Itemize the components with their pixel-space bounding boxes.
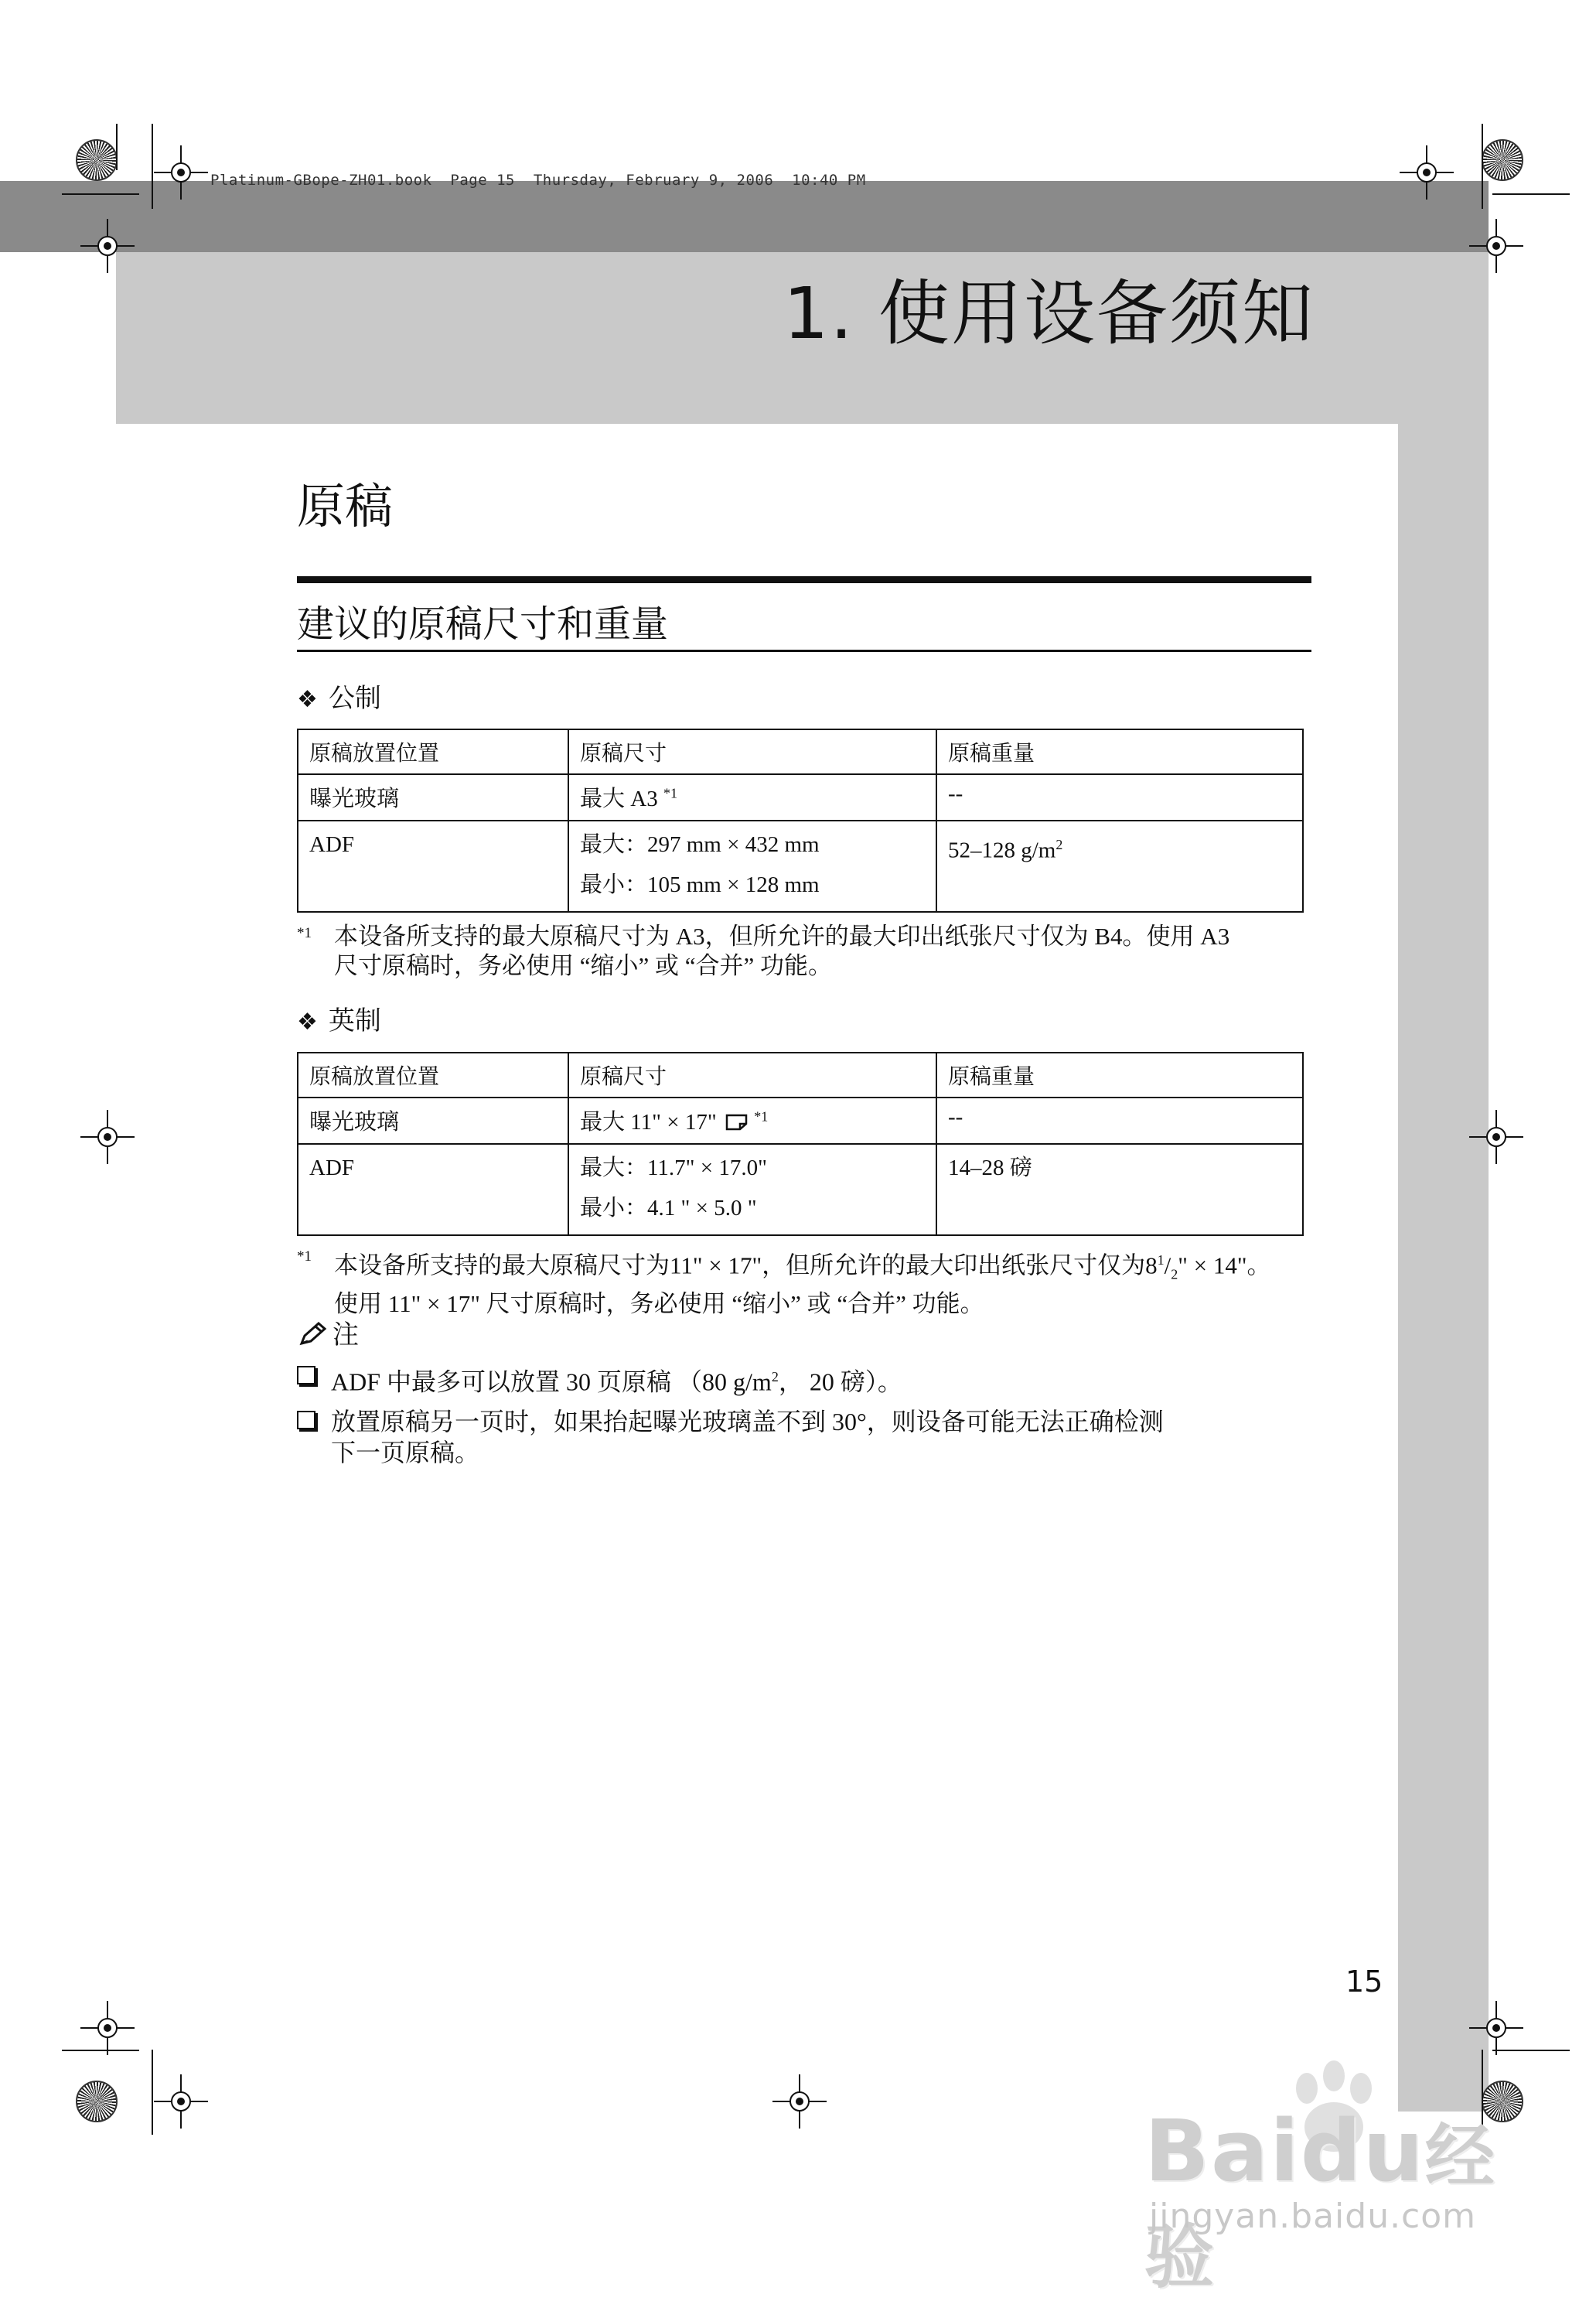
registration-mark	[80, 1110, 135, 1164]
registration-mark	[1469, 219, 1523, 273]
checkbox-bullet-icon	[297, 1366, 315, 1384]
page-number: 15	[1345, 1965, 1383, 1999]
table-header-cell: 原稿尺寸	[568, 1053, 936, 1098]
color-target-mark	[1482, 139, 1523, 181]
table-row	[298, 774, 1303, 821]
registration-mark	[80, 2001, 135, 2055]
metric-heading: ❖ 公制	[297, 683, 381, 714]
table-header-cell: 原稿放置位置	[298, 729, 568, 774]
crop-line	[152, 124, 153, 209]
imperial-table	[297, 1052, 1304, 1236]
table-cell: 曝光玻璃	[298, 1098, 568, 1144]
registration-mark	[80, 219, 135, 273]
watermark-brand: 经验	[1144, 2116, 1496, 2298]
watermark-brand: Bai	[1144, 2101, 1301, 2200]
watermark-brand: du	[1300, 2101, 1425, 2200]
checkbox-bullet-icon	[297, 1411, 315, 1429]
thumb-index-band	[1398, 424, 1489, 2112]
subsection-title: 建议的原稿尺寸和重量	[297, 603, 669, 646]
registration-mark	[772, 2074, 827, 2129]
table-cell: --	[936, 774, 1303, 821]
table-cell: 曝光玻璃	[298, 774, 568, 821]
table-header-cell: 原稿重量	[936, 1053, 1303, 1098]
table-row	[298, 1144, 1303, 1235]
registration-mark	[1400, 145, 1454, 200]
table-header-row	[298, 729, 1303, 774]
crop-line	[1492, 193, 1570, 195]
baidu-watermark	[1144, 2057, 1547, 2298]
crop-line	[116, 124, 118, 170]
table-cell: 最大：11.7" × 17.0" 最小：4.1 " × 5.0 "	[568, 1144, 936, 1235]
table-header-cell: 原稿放置位置	[298, 1053, 568, 1098]
pencil-icon	[297, 1322, 328, 1348]
book-file-info: Platinum-GBope-ZH01.book Page 15 Thursday, February 9, 2006 10:40 PM	[210, 172, 866, 189]
crop-line	[152, 2050, 153, 2135]
crop-line	[62, 2050, 139, 2051]
imperial-footnote: *1 本设备所支持的最大原稿尺寸为11" × 17"，但所允许的最大印出纸张尺寸仅为$8^1/_2$" × 14"。 使用 11" × 17" 尺寸原稿时，务必使用 “缩小” 或 “合并” 功能。	[297, 1248, 1271, 1317]
section-title: 原稿	[297, 478, 394, 534]
table-cell: 最大 11" × 17" $^{*1}$	[568, 1098, 936, 1144]
color-target-mark	[76, 139, 118, 181]
table-row	[298, 821, 1303, 912]
diamond-bullet-icon: ❖	[297, 686, 318, 713]
crop-line	[1492, 2050, 1570, 2051]
crop-line	[1482, 124, 1483, 209]
registration-mark	[1469, 1110, 1523, 1164]
table-header-cell: 原稿重量	[936, 729, 1303, 774]
diamond-bullet-icon: ❖	[297, 1009, 318, 1036]
table-cell: 最大 A3 $^{*1}$	[568, 774, 936, 821]
chapter-title: 1. 使用设备须知	[783, 272, 1315, 355]
table-cell: 52–128 $g/m^2$	[936, 821, 1303, 912]
note-heading: 注	[297, 1313, 359, 1351]
table-row	[298, 1098, 1303, 1144]
registration-mark	[154, 2074, 208, 2129]
subsection-rule	[297, 650, 1311, 652]
watermark-url: jingyan.baidu.com	[1149, 2197, 1477, 2236]
imperial-heading: ❖ 英制	[297, 1005, 381, 1036]
metric-footnote: *1 本设备所支持的最大原稿尺寸为 A3，但所允许的最大印出纸张尺寸仅为 B4。使用 A3 尺寸原稿时，务必使用 “缩小” 或 “合并” 功能。	[297, 923, 1230, 979]
metric-table	[297, 729, 1304, 913]
note-item: 放置原稿另一页时，如果抬起曝光玻璃盖不到 30°，则设备可能无法正确检测 下一页原稿。	[297, 1406, 1311, 1468]
table-cell: ADF	[298, 1144, 568, 1235]
table-cell: --	[936, 1098, 1303, 1144]
header-dark-band	[0, 181, 1489, 252]
landscape-orientation-icon	[725, 1113, 749, 1132]
table-header-row	[298, 1053, 1303, 1098]
color-target-mark	[76, 2081, 118, 2122]
table-cell: ADF	[298, 821, 568, 912]
crop-line	[62, 193, 139, 195]
table-header-cell: 原稿尺寸	[568, 729, 936, 774]
registration-mark	[154, 145, 208, 200]
note-item: ADF 中最多可以放置 30 页原稿 （80 $g/m^2$， 20 磅）。	[297, 1361, 1311, 1398]
registration-mark	[1469, 2001, 1523, 2055]
table-cell: 最大：297 mm × 432 mm 最小：105 mm × 128 mm	[568, 821, 936, 912]
table-cell: 14–28 磅	[936, 1144, 1303, 1235]
section-rule	[297, 576, 1311, 583]
